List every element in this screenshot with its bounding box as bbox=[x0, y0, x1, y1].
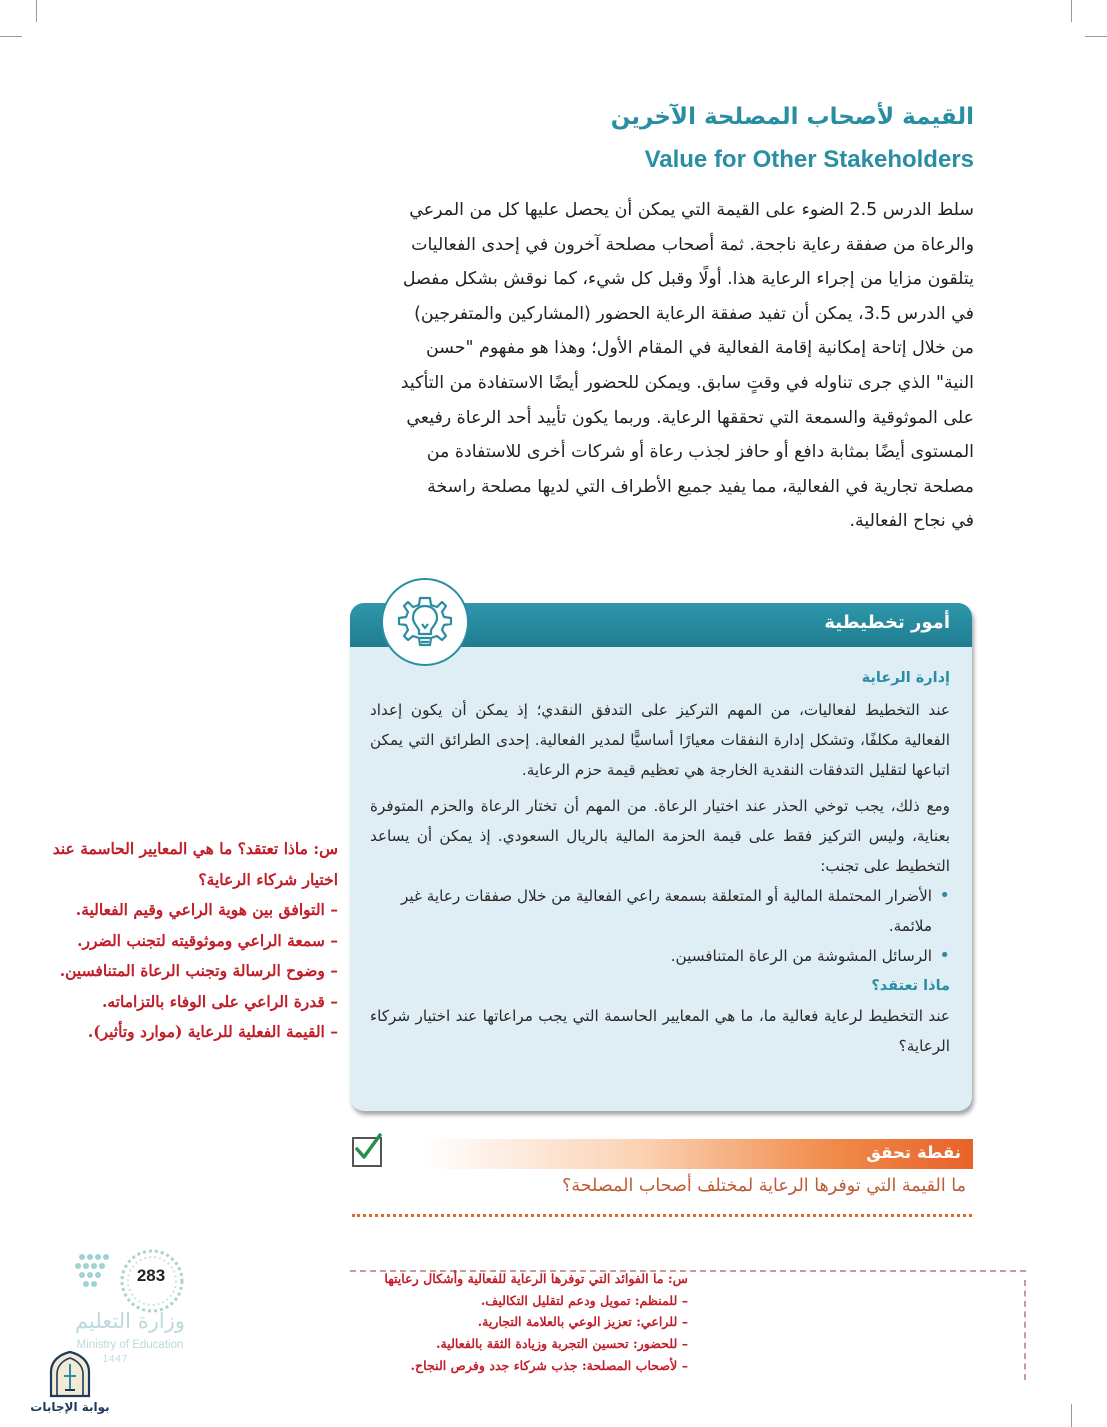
page-number: 283 bbox=[136, 1266, 166, 1285]
intro-line: في الدرس 3.5، يمكن أن تفيد صفقة الرعاية الحضور (المشاركين والمتفرجين) bbox=[414, 303, 974, 324]
portal-label: بوابة الإجابات bbox=[30, 1400, 110, 1414]
crop-mark bbox=[36, 0, 37, 22]
margin-answer: – التوافق بين هوية الراعي وقيم الفعالية. bbox=[75, 900, 338, 919]
intro-line: في نجاح الفعالية. bbox=[849, 511, 974, 532]
planning-bullet: • الرسائل المشوشة من الرعاة المتنافسين. bbox=[370, 941, 950, 971]
planning-bullet: • الأضرار المحتملة المالية أو المتعلقة بسمعة راعي الفعالية من خلال صفقات رعاية غير ملائمة. bbox=[370, 881, 950, 941]
answer-line: – للراعي: تعزيز الوعي بالعلامة التجارية. bbox=[477, 1314, 688, 1330]
answer-block bbox=[356, 1268, 688, 1377]
crop-mark bbox=[1085, 36, 1107, 37]
intro-line: والرعاة من صفقة رعاية ناجحة. ثمة أصحاب مصلحة آخرون في إحدى الفعاليات bbox=[411, 234, 974, 255]
section-title-arabic: القيمة لأصحاب المصلحة الآخرين bbox=[610, 104, 974, 130]
think-text: عند التخطيط لرعاية فعالية ما، ما هي المعايير الحاسمة التي يجب مراعاتها عند اختيار شركاء الرعاية؟ bbox=[370, 1007, 950, 1055]
ministry-name-english: Ministry of Education bbox=[76, 1339, 184, 1351]
answer-line: – للحضور: تحسين التجربة وزيادة الثقة بالفعالية. bbox=[436, 1336, 688, 1352]
intro-line: مصلحة تجارية في الفعالية، مما يفيد جميع الأطراف التي لديها مصلحة راسخة bbox=[427, 476, 974, 497]
ministry-name-arabic: وزارة التعليم bbox=[75, 1309, 185, 1333]
intro-line: من خلال إتاحة إمكانية إقامة الفعالية في المقام الأول؛ وهذا هو مفهوم "حسن bbox=[426, 338, 974, 359]
margin-answer: – وضوح الرسالة وتجنب الرعاة المتنافسين. bbox=[59, 961, 338, 980]
crop-mark bbox=[1071, 0, 1072, 22]
margin-answer: – القيمة الفعلية للرعاية (موارد وتأثير). bbox=[87, 1022, 338, 1041]
intro-paragraph bbox=[348, 193, 974, 539]
margin-question: س: ماذا تعتقد؟ ما هي المعايير الحاسمة عند اختيار شركاء الرعاية؟ bbox=[52, 839, 338, 889]
answer-line: – للمنظم: تمويل ودعم لتقليل التكاليف. bbox=[480, 1292, 688, 1308]
intro-line: المستوى أيضًا بمثابة دافع أو حافز لجذب رعاة أو شركات أخرى للاستفادة من bbox=[426, 442, 974, 463]
crop-mark bbox=[1071, 1404, 1072, 1427]
ministry-year: 1447 bbox=[102, 1354, 128, 1365]
checkmark-icon bbox=[352, 1137, 382, 1167]
checkpoint-question: ما القيمة التي توفرها الرعاية لمختلف أصحاب المصلحة؟ bbox=[562, 1176, 966, 1196]
intro-line: يتلقون مزايا من إجراء الرعاية هذا. أولًا وقبل كل شيء، كما نوقش بشكل مفصل bbox=[402, 269, 974, 290]
planning-box bbox=[350, 603, 972, 1111]
intro-line: النية" الذي جرى تناوله في وقتٍ سابق. ويمكن للحضور أيضًا الاستفادة من التأكيد bbox=[400, 372, 974, 393]
planning-paragraph: عند التخطيط لفعاليات، من المهم التركيز على التدفق النقدي؛ إذ يمكن أن يكون إعداد الفعالية مكلفًا، وتشكل إدارة النفقات معيارًا أساسيًّا لمدير الفعالية. إحدى الطرائق التي يمكن اتباعها لتقليل التدفقات النقدية الخارجة هي تعظيم قيمة حزم الرعاية. bbox=[370, 701, 950, 779]
margin-answer: – سمعة الراعي وموثوقيته لتجنب الضرر. bbox=[77, 930, 338, 950]
crop-mark bbox=[0, 36, 22, 37]
answer-line: س: ما الفوائد التي توفرها الرعاية للفعالية وأشكال رعايتها bbox=[384, 1271, 688, 1286]
lightbulb-gear-icon bbox=[381, 578, 469, 666]
section-title-english: Value for Other Stakeholders bbox=[644, 146, 974, 173]
checkpoint-title: نقطة تحقق bbox=[866, 1143, 961, 1162]
margin-answer: – قدرة الراعي على الوفاء بالتزاماته. bbox=[101, 991, 338, 1011]
think-heading: ماذا تعتقد؟ bbox=[871, 978, 950, 994]
planning-subheading: إدارة الرعاية bbox=[861, 670, 950, 686]
dotted-divider bbox=[352, 1214, 972, 1217]
answer-line: – لأصحاب المصلحة: جذب شركاء جدد وفرص النجاح. bbox=[410, 1357, 688, 1373]
dashed-divider bbox=[1024, 1280, 1026, 1380]
planning-box-title: أمور تخطيطية bbox=[824, 612, 950, 633]
margin-notes bbox=[48, 834, 338, 1048]
planning-box-body bbox=[370, 663, 950, 1061]
intro-line: سلط الدرس 2.5 الضوء على القيمة التي يمكن أن يحصل عليها كل من المرعي bbox=[409, 200, 974, 220]
planning-paragraph: ومع ذلك، يجب توخي الحذر عند اختيار الرعاة. من المهم أن تختار الرعاة والحزم المتوفرة بعناية، وليس التركيز فقط على قيمة الحزمة المالية بالريال السعودي. إذ يمكن أن يساعد التخطيط على تجنب: bbox=[370, 797, 950, 875]
intro-line: على الموثوقية والسمعة التي تحققها الرعاية. وربما يكون تأييد أحد الرعاة رفيعي bbox=[406, 407, 974, 428]
portal-logo-icon bbox=[47, 1350, 93, 1398]
checkpoint-bar bbox=[420, 1139, 973, 1169]
